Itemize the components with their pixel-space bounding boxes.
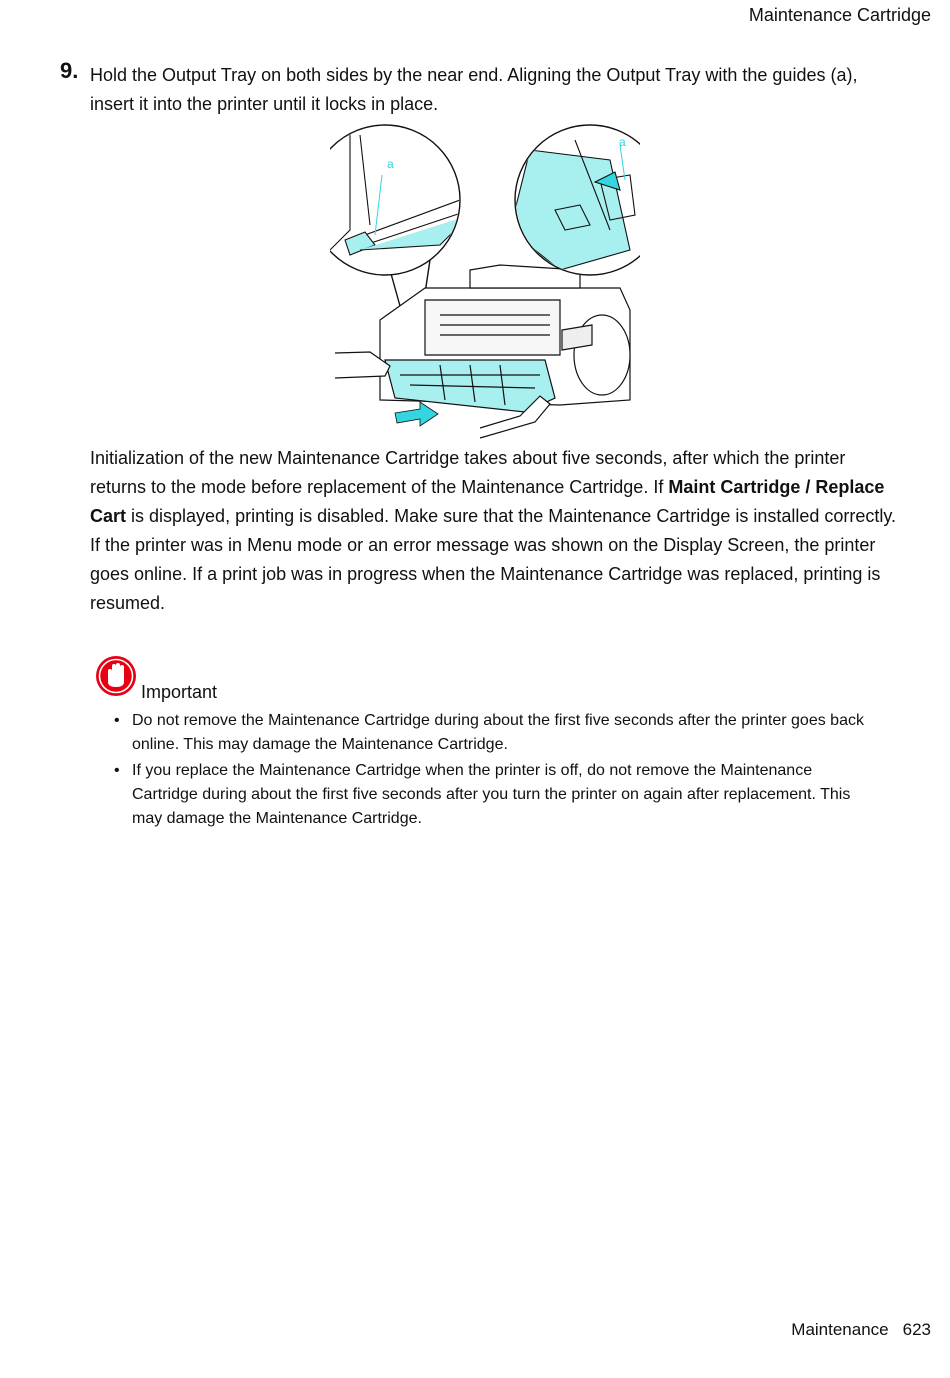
paragraph-initialization-part-2: is displayed, printing is disabled. Make sure that the Maintenance Cartridge is installed correctly. [126,506,897,526]
page-footer [791,1320,931,1340]
page-number: 623 [902,1320,931,1339]
step-text [90,61,900,119]
important-item: • If you replace the Maintenance Cartridge when the printer is off, do not remove the Maintenance Cartridge during about the first five seconds after you turn the printer on again after replacement. This may damage the Maintenance Cartridge. [114,759,874,831]
important-item: • Do not remove the Maintenance Cartridge during about the first five seconds after the printer goes back online. This may damage the Maintenance Cartridge. [114,709,874,757]
guide-callout-left: a [387,157,394,171]
step-text-line-1: Hold the Output Tray on both sides by the near end. Aligning the Output Tray with the guides (a), [90,65,858,85]
footer-section: Maintenance [791,1320,889,1339]
output-tray [385,360,555,412]
step-number: 9. [60,58,79,83]
paragraph-initialization [90,444,900,531]
body-text [90,444,900,618]
zoom-circle-left [330,125,470,275]
header-title: Maintenance Cartridge [748,5,931,25]
guide-callout-right: a [619,135,626,149]
insert-arrow-icon [395,402,438,426]
paragraph-online: If the printer was in Menu mode or an error message was shown on the Display Screen, the printer goes online. If a print job was in progress when the Maintenance Cartridge was replaced, printing is resumed. [90,535,881,613]
paragraph-initialization-part-1: Initialization of the new Maintenance Cartridge takes about five seconds, after which the printer returns to the mode before replacement of the Maintenance Cartridge. If [90,448,846,497]
important-hand-icon [94,654,138,698]
important-list [114,709,874,833]
step-text-line-2: insert it into the printer until it locks in place. [90,94,439,114]
important-label: Important [141,682,218,702]
printer-output-tray-illustration [330,120,640,440]
display-message: Maint Cartridge / Replace Cart [90,477,885,526]
